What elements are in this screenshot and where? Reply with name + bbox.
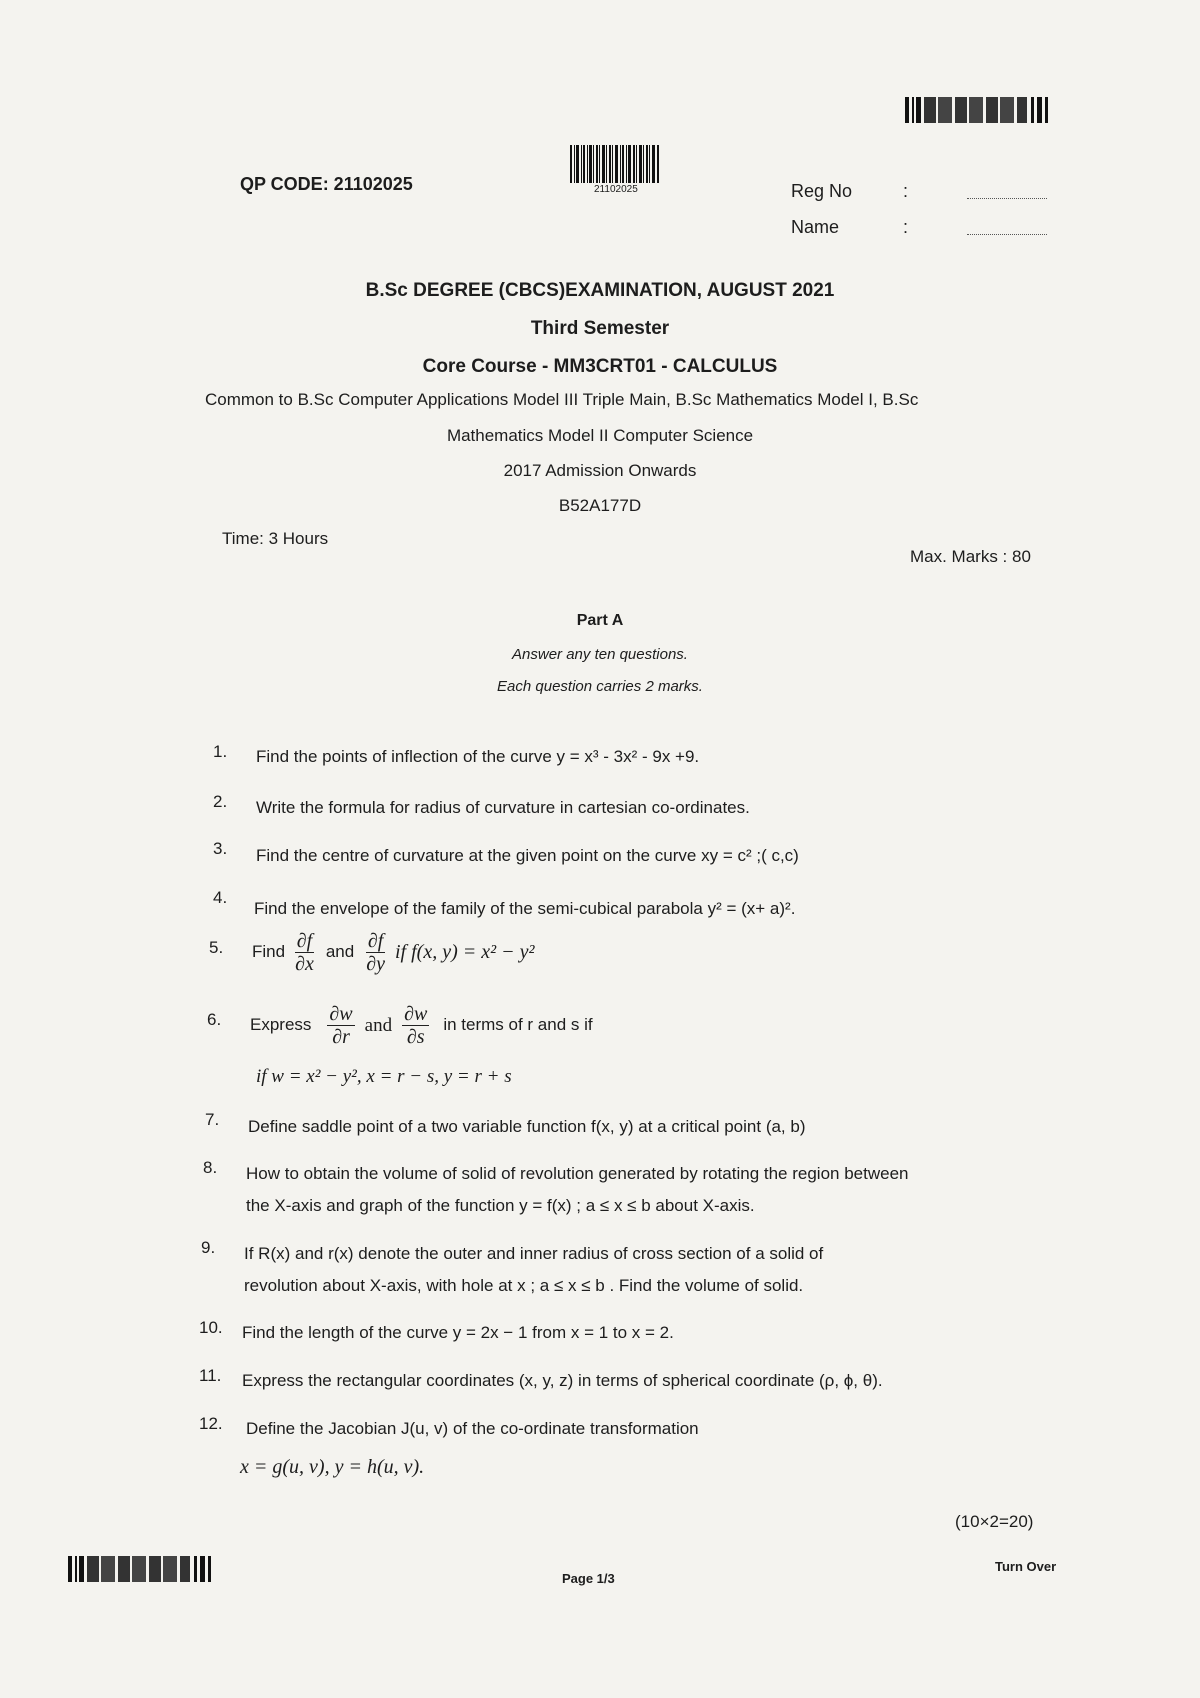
name-colon: : xyxy=(903,217,909,237)
reg-no-field[interactable] xyxy=(967,198,1047,199)
part-a-marks: (10×2=20) xyxy=(955,1512,1034,1531)
part-a-instruction-2: Each question carries 2 marks. xyxy=(497,678,703,695)
question-number: 11. xyxy=(199,1366,222,1385)
question-number: 4. xyxy=(213,888,228,907)
turn-over: Turn Over xyxy=(995,1559,1057,1574)
question-text: Find the length of the curve y = 2x − 1 from x = 1 to x = 2. xyxy=(242,1323,674,1342)
semester: Third Semester xyxy=(530,318,670,339)
fraction: $\frac{\partial w}{\partial r}$ xyxy=(329,1003,353,1048)
fraction: $\frac{\partial f}{\partial y}$ xyxy=(366,930,385,975)
question-number: 7. xyxy=(205,1110,220,1129)
time-allowed: Time: 3 Hours xyxy=(222,529,329,548)
question-number: 8. xyxy=(203,1158,218,1177)
and-word: and xyxy=(364,1014,393,1036)
barcode-number: 21102025 xyxy=(594,184,638,195)
qp-code: QP CODE: 21102025 xyxy=(240,174,413,194)
question-text: How to obtain the volume of solid of revolution generated by rotating the region between xyxy=(246,1164,909,1183)
question-text: Find the points of inflection of the curve y = x³ - 3x² - 9x +9. xyxy=(256,747,700,766)
question-text-line-2: revolution about X-axis, with hole at x ; a ≤ x ≤ b . Find the volume of solid. xyxy=(244,1276,804,1295)
question-number: 6. xyxy=(207,1010,222,1029)
express-word: Express xyxy=(250,1015,312,1035)
exam-title: B.Sc DEGREE (CBCS)EXAMINATION, AUGUST 2021 xyxy=(365,280,835,301)
condition: if f(x, y) = x² − y² xyxy=(394,941,535,963)
name-label: Name xyxy=(791,217,840,237)
paper-code: B52A177D xyxy=(558,496,642,515)
question-text: If R(x) and r(x) denote the outer and inner radius of cross section of a solid of xyxy=(244,1244,824,1263)
fraction: $\frac{\partial w}{\partial s}$ xyxy=(404,1003,428,1048)
terms-text: in terms of r and s if xyxy=(443,1015,593,1035)
max-marks: Max. Marks : 80 xyxy=(910,547,1031,566)
question-text-line-2: if w = x² − y², x = r − s, y = r + s xyxy=(256,1066,512,1087)
admission-line: 2017 Admission Onwards xyxy=(503,461,697,480)
name-field[interactable] xyxy=(967,234,1047,235)
question-number: 2. xyxy=(213,792,228,811)
find-word: Find xyxy=(252,942,286,962)
question-text: Write the formula for radius of curvature in cartesian co-ordinates. xyxy=(256,798,750,817)
barcode-center xyxy=(570,145,680,195)
question-text: Define the Jacobian J(u, v) of the co-ordinate transformation xyxy=(246,1419,699,1438)
common-line-2: Mathematics Model II Computer Science xyxy=(446,426,754,445)
question-text: Find the envelope of the family of the semi-cubical parabola y² = (x+ a)². xyxy=(254,899,796,918)
question-text xyxy=(250,1003,593,1048)
question-number: 9. xyxy=(201,1238,216,1257)
and-word: and xyxy=(325,942,355,962)
question-number: 1. xyxy=(213,742,228,761)
barcode-top-right xyxy=(905,97,1085,123)
page-number: Page 1/3 xyxy=(562,1571,615,1586)
question-text-line-2: the X-axis and graph of the function y = f(x) ; a ≤ x ≤ b about X-axis. xyxy=(246,1196,755,1215)
question-text: Express the rectangular coordinates (x, y, z) in terms of spherical coordinate (ρ, ϕ, θ). xyxy=(242,1371,883,1390)
course-title: Core Course - MM3CRT01 - CALCULUS xyxy=(422,356,778,377)
question-text: Find the centre of curvature at the given point on the curve xy = c² ;( c,c) xyxy=(256,846,799,865)
question-text: Define saddle point of a two variable function f(x, y) at a critical point (a, b) xyxy=(248,1117,806,1136)
reg-no-colon: : xyxy=(903,181,909,201)
question-text xyxy=(252,930,534,975)
fraction: $\frac{\partial f}{\partial x}$ xyxy=(295,930,314,975)
reg-no-label: Reg No xyxy=(791,181,853,201)
question-text-line-2: x = g(u, v), y = h(u, v). xyxy=(240,1456,425,1478)
question-number: 10. xyxy=(199,1318,223,1337)
barcode-bottom-left xyxy=(68,1556,253,1582)
question-number: 12. xyxy=(199,1414,223,1433)
common-line-1: Common to B.Sc Computer Applications Model III Triple Main, B.Sc Mathematics Model I, B.Sc xyxy=(205,390,919,409)
question-number: 5. xyxy=(209,938,224,957)
part-a-instruction-1: Answer any ten questions. xyxy=(512,646,688,663)
question-number: 3. xyxy=(213,839,228,858)
part-a-heading: Part A xyxy=(576,612,624,629)
